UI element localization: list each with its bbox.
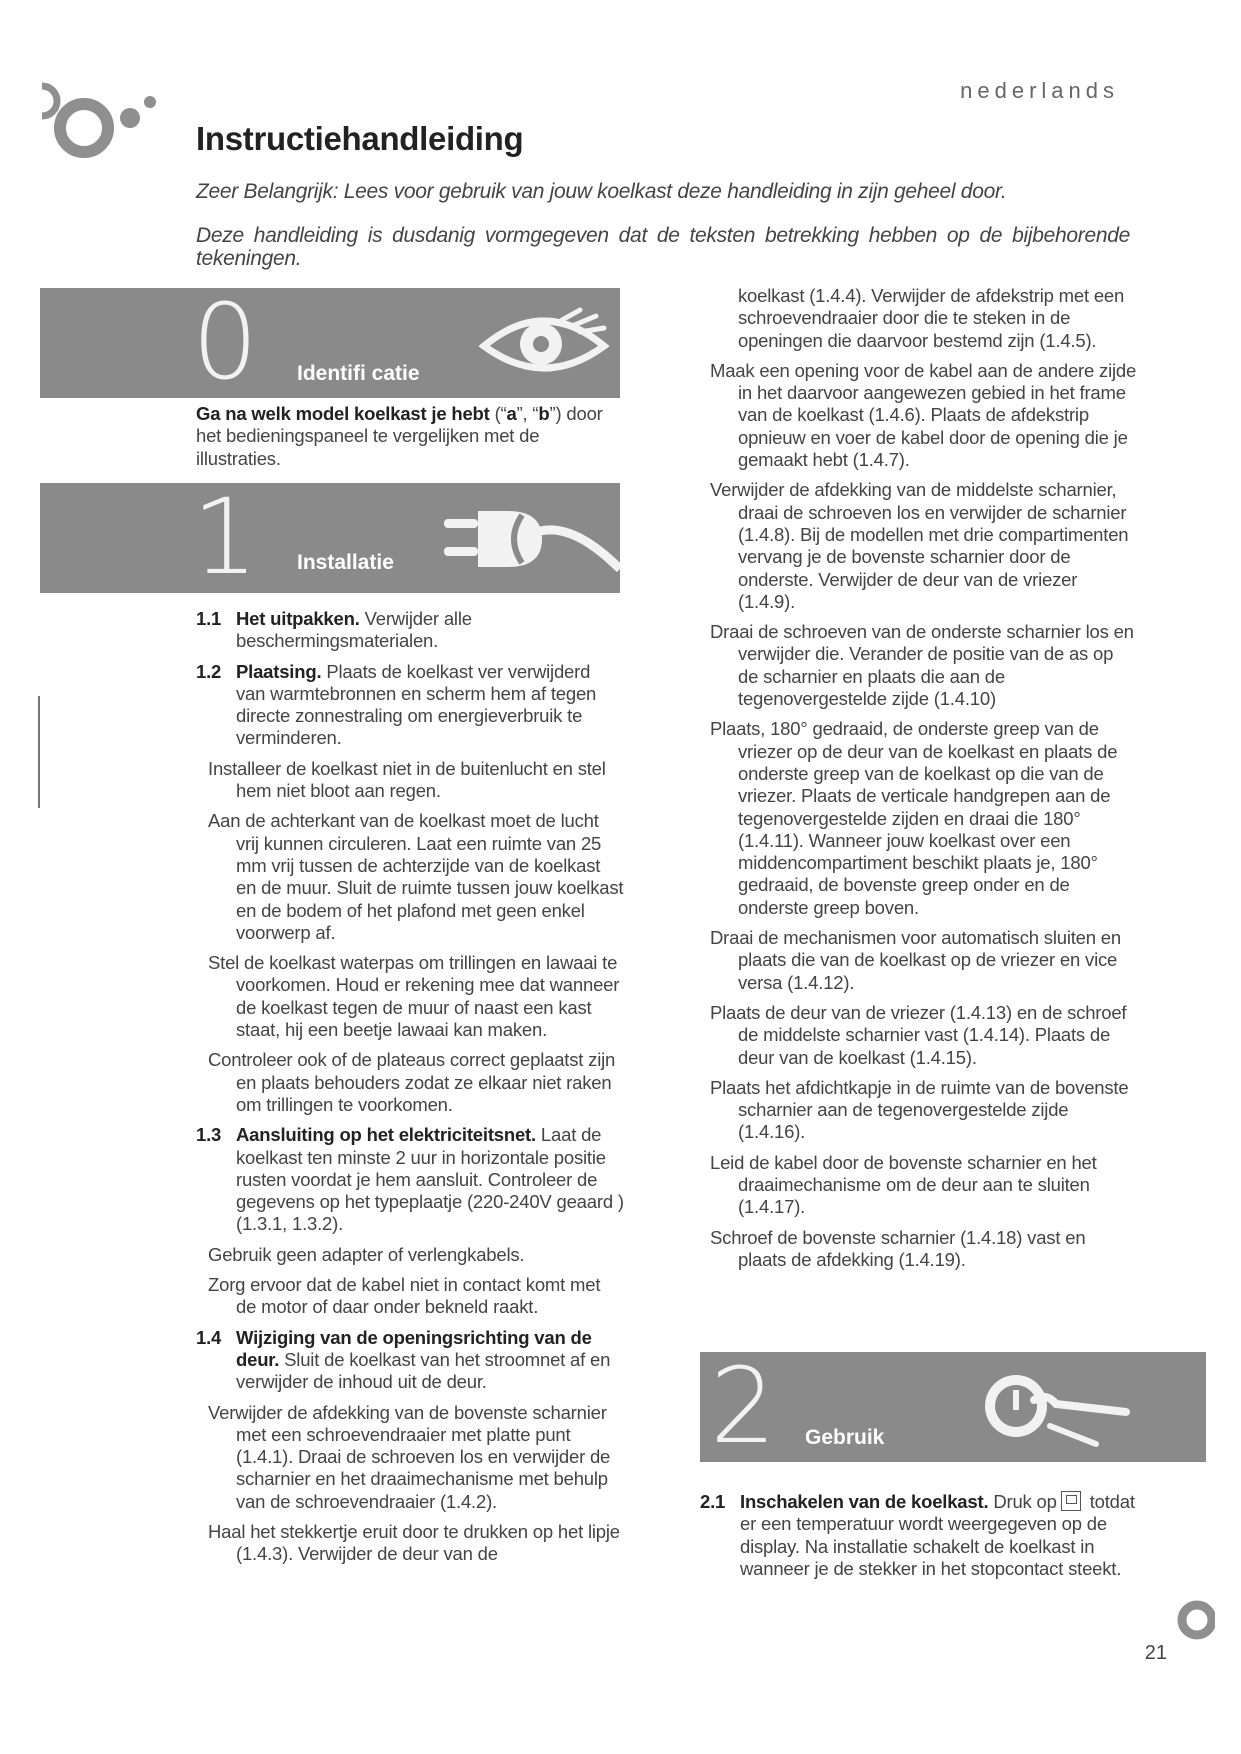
section-title: Plaatsing. <box>236 660 322 682</box>
section-title: Aansluiting op het elektriciteitsnet. <box>236 1124 536 1146</box>
language-label: nederlands <box>960 78 1119 103</box>
margin-mark <box>38 696 40 808</box>
paragraph-waterpas: Stel de koelkast waterpas om trillingen en lawaai te voorkomen. Houd er rekening mee dat wanneer de koelkast tegen de muur of naast een kast staat, hij een beetje lawaai kan maken. <box>208 952 620 1041</box>
display-button-icon <box>1061 1491 1081 1511</box>
identificatie-text <box>196 403 624 470</box>
paragraph-afdichtkapje: Plaats het afdichtkapje in de ruimte van de bovenste scharnier aan de tegenovergestelde zijde (1.4.16). <box>710 1076 1129 1143</box>
paragraph-deur: Plaats de deur van de vriezer (1.4.13) en de schroef de middelste scharnier vast (1.4.14). Plaats de deur van de koelkast (1.4.15). <box>710 1001 1127 1068</box>
section-1-4 <box>196 1327 624 1394</box>
section-title: Het uitpakken. <box>236 608 360 629</box>
section-text-pre: Druk op <box>993 1491 1057 1512</box>
paragraph-greep: Plaats, 180° gedraaid, de onderste greep van de vriezer op de deur van de koelkast en plaats de onderste greep van de koelkast op die van de vriezer. Plaats de verticale handgrepen aan de tegenovergestelde zijden en draai die 180° (1.4.11). Wanneer jouw koelkast over een middencompartiment beschikt plaats je, 180° gedraaid, de bovenste greep onder en de onderste greep boven. <box>710 718 1118 918</box>
paragraph-afdekking: Verwijder de afdekking van de bovenste scharnier met een schroevendraaier met platte punt (1.4.1). Draai de schroeven los en verwijder de scharnier en het draaimechanisme met behulp van de schroevendraaier (1.4.2). <box>208 1401 611 1512</box>
section-1-3 <box>196 1124 624 1235</box>
section-band-installatie <box>40 483 620 593</box>
section-text: Sluit de koelkast van het stroomnet af en verwijder de inhoud uit de deur. <box>236 1348 611 1393</box>
page-logo-circle <box>1175 1592 1215 1642</box>
model-b: b <box>538 403 550 424</box>
intro-layout: Deze handleiding is dusdanig vormgegeven dat de teksten betrekking hebben op de bijbehorende tekeningen. <box>196 224 1130 270</box>
paragraph-adapter: Gebruik geen adapter of verlengkabels. <box>208 1243 525 1265</box>
paragraph-kabel: Zorg ervoor dat de kabel niet in contact komt met de motor of daar onder bekneld raakt. <box>208 1274 601 1318</box>
gebruik-column <box>700 1491 1140 1588</box>
section-num: 1.4 <box>196 1326 222 1348</box>
section-label: Installatie <box>297 551 394 574</box>
section-num: 2.1 <box>700 1491 726 1512</box>
section-num: 1.2 <box>196 660 222 682</box>
paragraph-opening: Maak een opening voor de kabel aan de andere zijde in het daarvoor aangewezen gebied in het frame van de koelkast (1.4.6). Plaats de afdekstrip opnieuw en voer de kabel door de opening die je gemaakt hebt (1.4.7). <box>710 359 1137 471</box>
quote-open: (“ <box>489 403 507 424</box>
paragraph-achterkant: Aan de achterkant van de koelkast moet de lucht vrij kunnen circuleren. Laat een ruimte van 25 mm vrij tussen de achterzijde van de koelkast en de muur. Sluit de ruimte tussen jouw koelkast en de bodem of het plafond met geen enkel voorwerp af. <box>208 810 624 943</box>
section-number: 2 <box>710 1352 777 1462</box>
section-text: Verwijder alle beschermingsmaterialen. <box>236 608 472 652</box>
paragraph-stekkertje: Haal het stekkertje eruit door te drukken op het lipje (1.4.3). Verwijder de deur van de <box>208 1520 620 1565</box>
section-1-2 <box>196 661 624 750</box>
identificatie-rest: door het bedieningspaneel te vergelijken met de illustraties. <box>196 403 603 469</box>
eye-icon <box>476 302 616 382</box>
section-band-identificatie <box>40 288 620 398</box>
section-text: Laat de koelkast ten minste 2 uur in horizontale positie rusten voordat je hem aansluit. Controleer de gegevens op het typeplaatje (220-240V geaard ) (1.3.1, 1.3.2). <box>236 1124 624 1235</box>
paragraph-buitenlucht: Installeer de koelkast niet in de buitenlucht en stel hem niet bloot aan regen. <box>208 757 606 802</box>
section-text: totdat er een temperatuur wordt weergegeven op de display. Na installatie schakelt de koelkast in wanneer je de stekker in het stopcontact steekt. <box>740 1491 1135 1579</box>
paragraph-schroef: Schroef de bovenste scharnier (1.4.18) vast en plaats de afdekking (1.4.19). <box>710 1226 1086 1270</box>
section-title: Wijziging van de openingsrichting van de deur. <box>236 1326 592 1370</box>
installatie-column <box>196 608 624 1574</box>
section-num: 1.3 <box>196 1124 222 1146</box>
intro-important: Zeer Belangrijk: Lees voor gebruik van jouw koelkast deze handleiding in zijn geheel door. <box>196 180 1007 203</box>
section-label: Identifi catie <box>297 362 420 385</box>
quote-close: ”) <box>549 403 562 424</box>
section-1-1 <box>196 608 624 653</box>
identificatie-bold: Ga na welk model koelkast je hebt <box>196 403 490 424</box>
page-number: 21 <box>1144 1642 1167 1664</box>
paragraph-middelste: Verwijder de afdekking van de middelste scharnier, draai de schroeven los en verwijder de scharnier (1.4.8). Bij de modellen met drie compartimenten vervang je de bovenste scharnier door de onderste. Verwijder de deur van de vriezer (1.4.9). <box>710 479 1129 612</box>
section-number: 0 <box>192 288 259 398</box>
plug-icon <box>444 497 620 587</box>
section-2-1 <box>700 1491 1140 1580</box>
section-num: 1.1 <box>196 608 222 629</box>
section-title: Inschakelen van de koelkast. <box>740 1491 989 1512</box>
model-a: a <box>506 403 517 424</box>
brand-logo <box>36 80 176 180</box>
section-text: Plaats de koelkast ver verwijderd van warmtebronnen en scherm hem af tegen directe zonnestraling om energieverbruik te verminderen. <box>236 660 597 749</box>
paragraph-leid: Leid de kabel door de bovenste scharnier en het draaimechanisme om de deur aan te sluiten (1.4.17). <box>710 1151 1097 1218</box>
paragraph-plateaus: Controleer ook of de plateaus correct geplaatst zijn en plaats behouders zodat ze elkaar niet raken om trillingen te voorkomen. <box>208 1049 616 1115</box>
paragraph-onderste: Draai de schroeven van de onderste scharnier los en verwijder die. Verander de positie van de as op de scharnier en plaats die aan de tegenovergestelde zijde (1.4.10) <box>710 621 1134 710</box>
section-number: 1 <box>192 483 259 593</box>
paragraph-continued: koelkast (1.4.4). Verwijder de afdekstrip met een schroevendraaier door die te steken in de openingen die daarvoor bestemd zijn (1.4.5). <box>738 285 1125 351</box>
section-label: Gebruik <box>805 1426 885 1449</box>
right-column <box>710 285 1138 1279</box>
power-button-icon <box>976 1364 1136 1454</box>
quote-mid: ”, “ <box>516 403 539 424</box>
page-title: Instructiehandleiding <box>196 120 524 157</box>
section-band-gebruik <box>700 1352 1206 1462</box>
paragraph-mechanismen: Draai de mechanismen voor automatisch sluiten en plaats die van de koelkast op de vriezer en vice versa (1.4.12). <box>710 927 1121 993</box>
